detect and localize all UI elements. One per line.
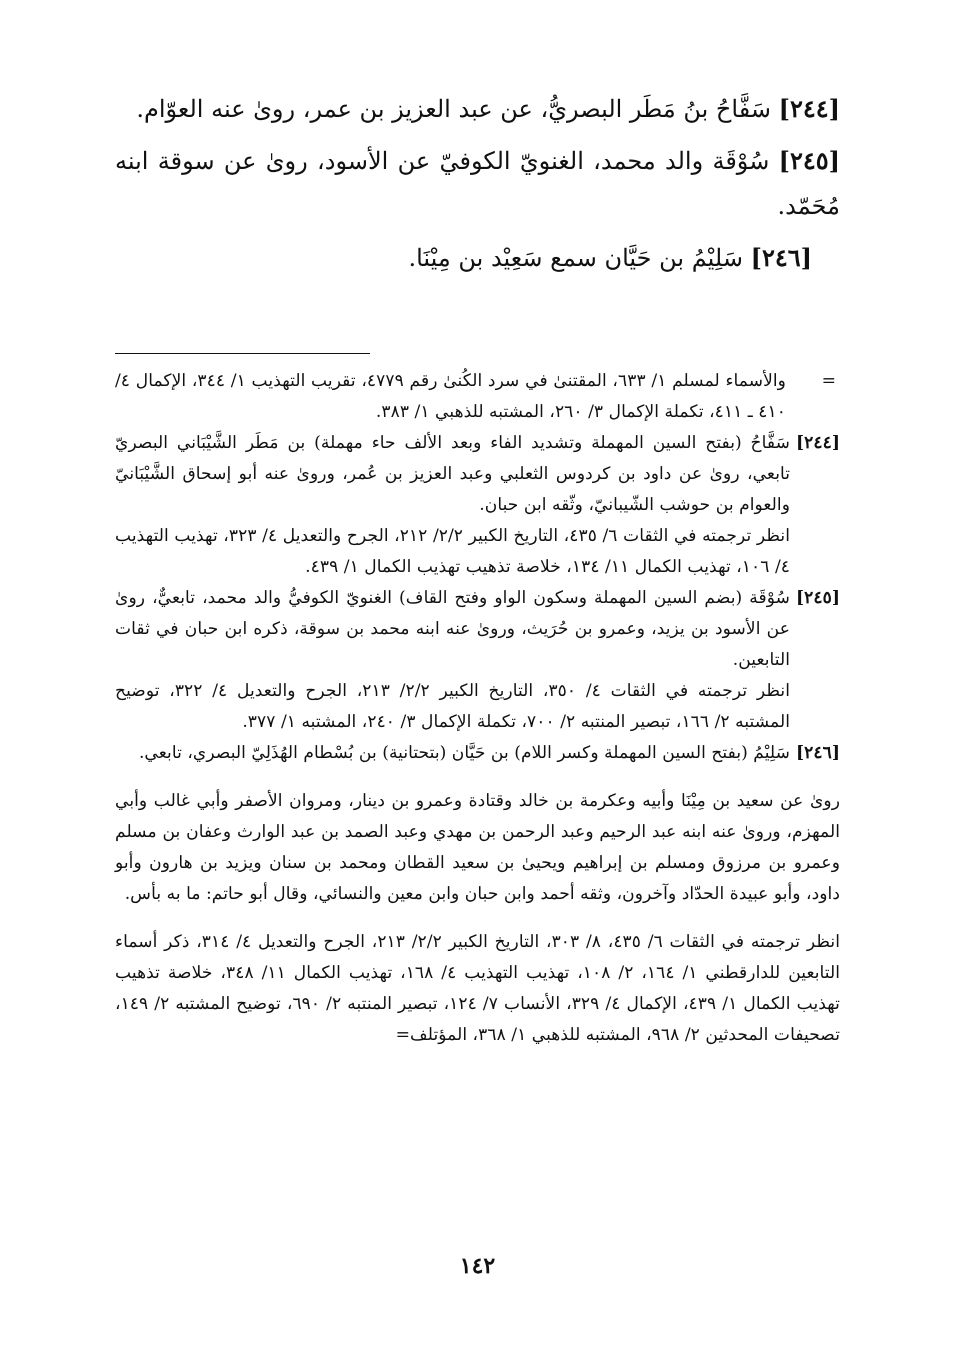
entry-number: [٢٤٤] <box>778 94 840 123</box>
footnote-separator <box>115 353 370 354</box>
footnote-text: سُوْقَة (بضم السين المهملة وسكون الواو وفتح القاف) الغنويّ الكوفيُّ والد محمد، تابعيٌّ، روىٰ عن الأسود بن يزيد، وعمرو بن حُرَيث، وروىٰ عنه ابنه محمد بن سوقة، ذكره ابن حبان في ثقات التابعين. <box>115 588 790 670</box>
entry-text: سَلِيْمُ بن حَيَّان سمع سَعِيْد بن مِيْنَا. <box>408 244 751 272</box>
page-number: ١٤٢ <box>459 1253 496 1279</box>
entry-text: سَفَّاحُ بنُ مَطَر البصريُّ، عن عبد العزيز بن عمر، روىٰ عنه العوّام. <box>136 95 779 123</box>
footnote-references: انظر ترجمته في الثقات ٦/ ٤٣٥، التاريخ الكبير ٢/٢/ ٢١٢، الجرح والتعديل ٤/ ٣٢٣، تهذيب التهذيب ٤/ ١٠٦، تهذيب الكمال ١١/ ١٣٤، خلاصة تذهيب تهذيب الكمال ١/ ٤٣٩. <box>115 526 790 577</box>
main-text <box>115 86 840 287</box>
footnote-number: [٢٤٤] <box>796 433 840 453</box>
entry-number: [٢٤٦] <box>750 243 812 272</box>
entry-245 <box>115 138 840 229</box>
footnote-number: [٢٤٥] <box>796 588 840 608</box>
footnote-text: روىٰ عن سعيد بن مِيْنَا وأبيه وعكرمة بن خالد وقتادة وعمرو بن دينار، ومروان الأصفر وأبي غالب وأبي المهزم، وروىٰ عنه ابنه عبد الرحيم وعبد الرحمن بن مهدي وعبد الصمد بن عبد الوارث وعفان بن مسلم وعمرو بن مرزوق ومسلم بن إبراهيم ويحيىٰ بن سعيد القطان ومحمد بن سنان ويزيد بن هارون وأبو داود، وأبو عبيدة الحدّاد وآخرون، وثقه أحمد وابن حبان وابن معين والنسائي، وقال أبو حاتم: ما به بأس. <box>115 791 840 905</box>
footnote-references: انظر ترجمته في الثقات ٦/ ٤٣٥، ٨/ ٣٠٣، التاريخ الكبير ٢/٢/ ٢١٣، الجرح والتعديل ٤/ ٣١٤، ذكر أسماء التابعين للدارقطني ١/ ١٦٤، ٢/ ١٠٨، تهذيب التهذيب ٤/ ١٦٨، تهذيب الكمال ١١/ ٣٤٨، خلاصة تذهيب تهذيب الكمال ١/ ٤٣٩، الإكمال ٤/ ٣٢٩، الأنساب ٧/ ١٢٤، تبصير المنتبه ٢/ ٦٩٠، توضيح المشتبه ٢/ ١٤٩، تصحيفات المحدثين ٢/ ٩٦٨، المشتبه للذهبي ١/ ٣٦٨، المؤتلف= <box>115 932 840 1046</box>
entry-246 <box>115 235 840 281</box>
footnote-text: والأسماء لمسلم ١/ ٦٣٣، المقتنىٰ في سرد الكُنىٰ رقم ٤٧٧٩، تقريب التهذيب ١/ ٣٤٤، الإكمال ٤/ ٤١٠ ـ ٤١١، تكملة الإكمال ٣/ ٢٦٠، المشتبه للذهبي ١/ ٣٨٣. <box>115 371 786 422</box>
footnotes <box>115 366 840 1069</box>
continuation-mark: = <box>821 371 836 391</box>
footnote-references: انظر ترجمته في الثقات ٤/ ٣٥٠، التاريخ الكبير ٢/٢/ ٢١٣، الجرح والتعديل ٤/ ٣٢٢، توضيح المشتبه ٢/ ١٦٦، تبصير المنتبه ٢/ ٧٠٠، تكملة الإكمال ٣/ ٢٤٠، المشتبه ١/ ٣٧٧. <box>115 681 790 732</box>
footnote-number: [٢٤٦] <box>796 743 840 763</box>
footnote-246 <box>115 738 840 769</box>
footnote-text: سَلِيْمُ (بفتح السين المهملة وكسر اللام) بن حَيَّان (بتحتانية) بن بُسْطام الهُذَلِيّ البصري، تابعي. <box>138 743 790 763</box>
footnote-text: سَفَّاحُ (بفتح السين المهملة وتشديد الفاء وبعد الألف حاء مهملة) بن مَطَر الشَّيْبَاني البصريّ تابعي، روىٰ عن داود بن كردوس الثعلبي وعبد العزيز بن عُمر، وروىٰ عنه أبو إسحاق الشَّيْبَانيّ والعوام بن حوشب الشّيبانيّ، وثّقه ابن حبان. <box>115 433 790 515</box>
footnote-246-narrators <box>115 786 840 1051</box>
entry-text: سُوْقَة والد محمد، الغنويّ الكوفيّ عن الأسود، روىٰ عن سوقة ابنه مُحَمّد. <box>115 147 840 220</box>
entry-number: [٢٤٥] <box>778 146 840 175</box>
footnote-continuation <box>115 366 840 428</box>
footnote-244 <box>115 428 840 583</box>
entry-244 <box>115 86 840 132</box>
footnote-245 <box>115 583 840 738</box>
